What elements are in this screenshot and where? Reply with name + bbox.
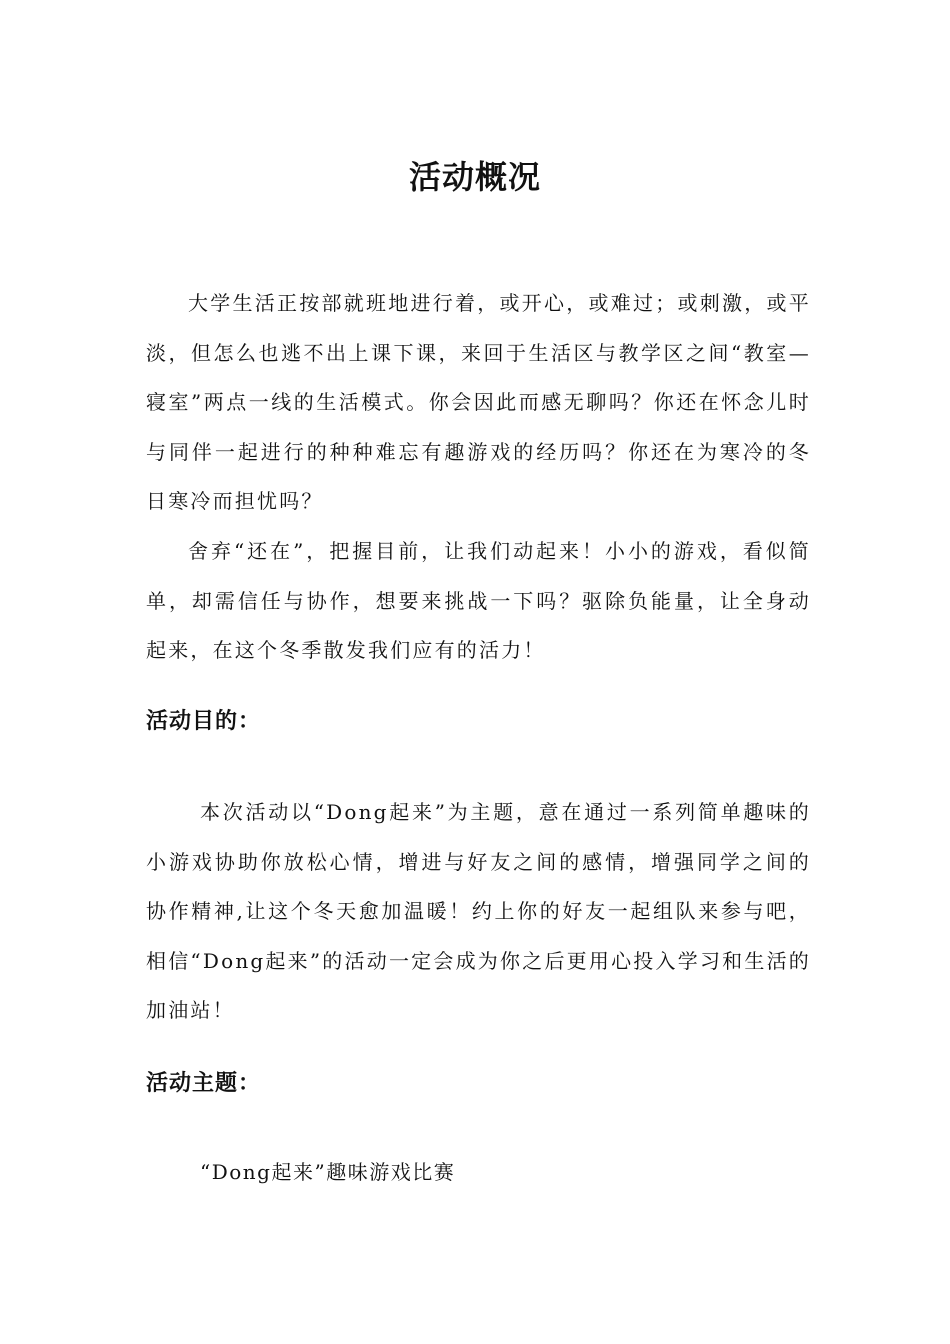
theme-heading: 活动主题： <box>146 1071 262 1096</box>
page-title: 活动概况 <box>408 158 541 196</box>
theme-text: “Dong起来”趣味游戏比赛 <box>200 1160 456 1184</box>
purpose-paragraph: 本次活动以“Dong起来”为主题，意在通过一系列简单趣味的小游戏协助你放松心情，增进与好友之间的感情，增强同学之间的协作精神,让这个冬天愈加温暖！约上你的好友一起组队来参与吧，相信“Dong起来”的活动一定会成为你之后更用心投入学习和生活的加油站！ <box>146 800 811 1022</box>
overview-paragraph-2: 舍弃“还在”，把握目前，让我们动起来！小小的游戏，看似简单，却需信任与协作，想要来挑战一下吗？驱除负能量，让全身动起来，在这个冬季散发我们应有的活力！ <box>146 539 811 662</box>
overview-paragraph-1: 大学生活正按部就班地进行着，或开心，或难过；或刺激，或平淡，但怎么也逃不出上课下课，来回于生活区与教学区之间“教室—寝室”两点一线的生活模式。你会因此而感无聊吗？你还在怀念儿时与同伴一起进行的种种难忘有趣游戏的经历吗？你还在为寒冷的冬日寒冷而担忧吗？ <box>146 291 811 513</box>
purpose-heading: 活动目的： <box>146 709 262 734</box>
